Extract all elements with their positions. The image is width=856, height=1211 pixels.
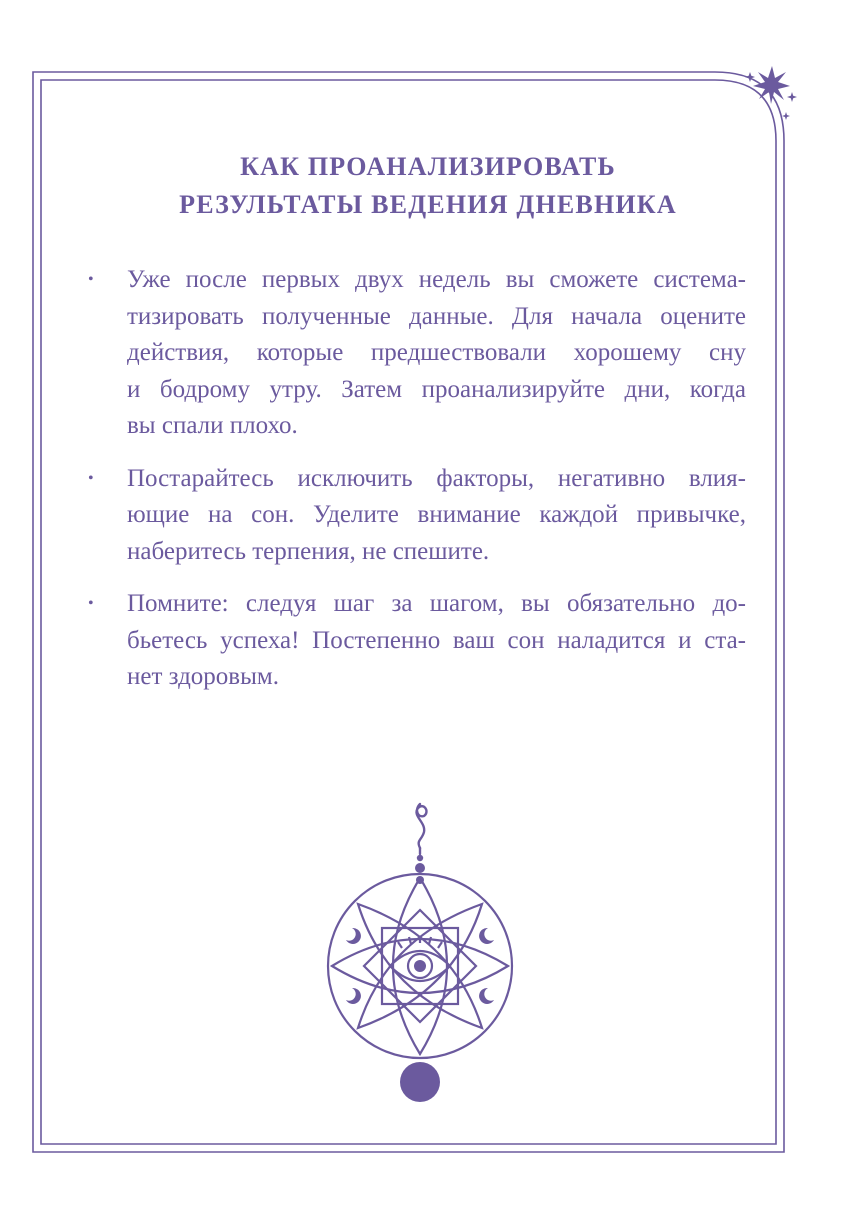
text-line: бьетесь успеха! Постепенно ваш сон наладится и ста- bbox=[127, 626, 746, 654]
text-line: Уже после первых двух недель вы сможете система- bbox=[127, 266, 746, 293]
text-line: наберитесь терпения, не спешите. bbox=[127, 537, 490, 565]
bullet-dot: • bbox=[88, 595, 94, 612]
list-item bbox=[86, 461, 746, 571]
page-title-line-2: РЕЗУЛЬТАТЫ ВЕДЕНИЯ ДНЕВНИКА bbox=[179, 190, 677, 219]
bullet-text bbox=[127, 586, 746, 696]
text-line: Помните: следуя шаг за шагом, вы обязательно до- bbox=[127, 590, 746, 617]
bullet-text bbox=[127, 262, 746, 445]
text-line: Постарайтесь исключить факторы, негативно влия- bbox=[127, 464, 746, 492]
text-line: действия, которые предшествовали хорошему сну bbox=[127, 339, 746, 366]
list-item bbox=[86, 262, 746, 445]
mystic-eye-ornament-icon bbox=[306, 790, 546, 1110]
text-line: и бодрому утру. Затем проанализируйте дни, когда bbox=[127, 375, 746, 403]
bullet-list bbox=[86, 262, 746, 712]
text-line: нет здоровым. bbox=[127, 663, 279, 690]
page-title-line-1: КАК ПРОАНАЛИЗИРОВАТЬ bbox=[240, 152, 616, 181]
bullet-dot: • bbox=[88, 469, 94, 487]
text-line: ющие на сон. Уделите внимание каждой привычке, bbox=[127, 501, 746, 528]
page-title bbox=[0, 148, 856, 224]
text-line: вы спали плохо. bbox=[127, 412, 298, 439]
sparkle-star-cluster-icon bbox=[742, 62, 802, 128]
text-line: тизировать полученные данные. Для начала оцените bbox=[127, 302, 746, 330]
bullet-dot: • bbox=[88, 271, 94, 288]
list-item bbox=[86, 586, 746, 696]
bullet-text bbox=[127, 461, 746, 571]
